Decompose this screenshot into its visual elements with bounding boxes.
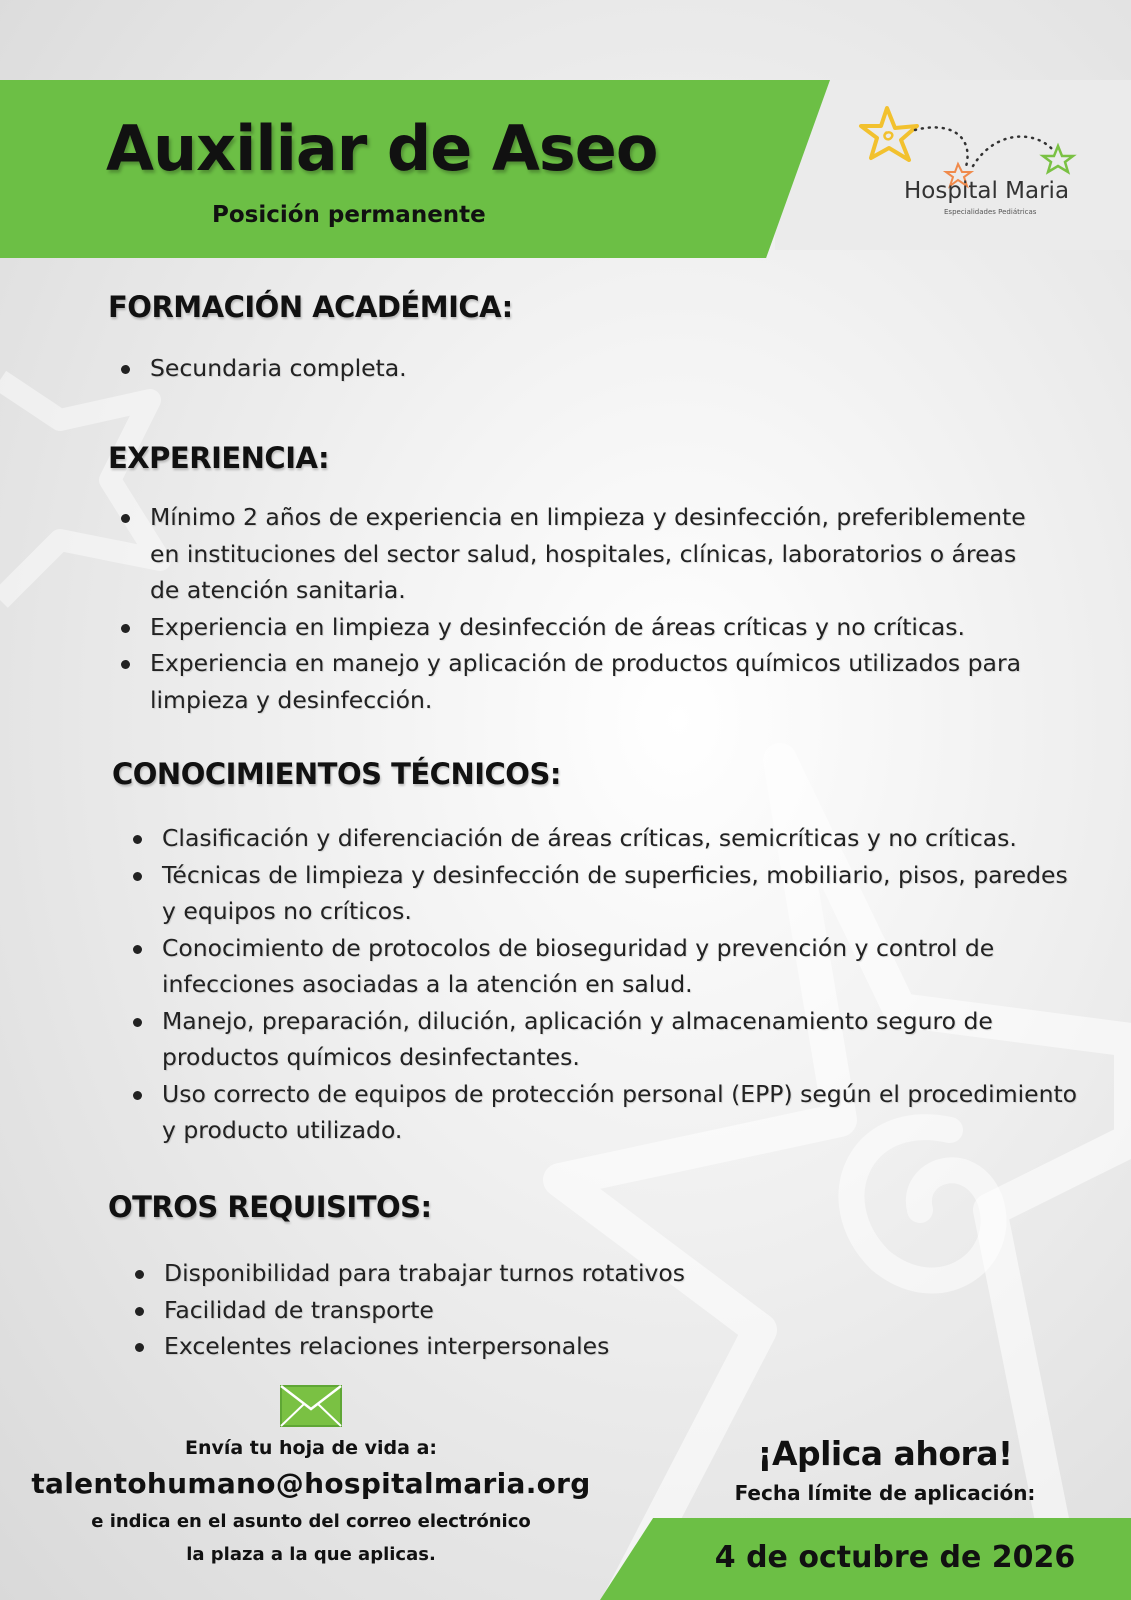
send-cv-label: Envía tu hoja de vida a: xyxy=(184,1437,438,1459)
section-title-experiencia: EXPERIENCIA: xyxy=(108,441,330,475)
apply-now-heading: ¡Aplica ahora! xyxy=(757,1434,1013,1473)
section-title-formacion: FORMACIÓN ACADÉMICA: xyxy=(108,290,513,324)
logo-name: Hospital Maria xyxy=(904,178,1070,204)
list-item: Experiencia en limpieza y desinfección de áreas críticas y no críticas. xyxy=(108,609,1033,646)
list-otros xyxy=(122,1255,922,1365)
list-item: Técnicas de limpieza y desinfección de superficies, mobiliario, pisos, paredes y equipos no críticos. xyxy=(120,857,1080,930)
list-formacion xyxy=(108,350,1068,387)
envelope-icon xyxy=(280,1385,342,1427)
page-subtitle: Posición permanente xyxy=(212,202,486,228)
list-item: Clasificación y diferenciación de áreas críticas, semicríticas y no críticas. xyxy=(120,820,1080,857)
list-item: Experiencia en manejo y aplicación de productos químicos utilizados para limpieza y desinfección. xyxy=(108,645,1033,718)
list-item: Uso correcto de equipos de protección personal (EPP) según el procedimiento y producto utilizado. xyxy=(120,1076,1080,1149)
list-item: Mínimo 2 años de experiencia en limpieza y desinfección, preferiblemente en instituciones del sector salud, hospitales, clínicas, laboratorios o áreas de atención sanitaria. xyxy=(108,499,1033,609)
logo-tagline: Especialidades Pediátricas xyxy=(944,208,1037,216)
list-conocimientos xyxy=(120,820,1080,1149)
deadline-date: 4 de octubre de 2026 xyxy=(714,1540,1076,1575)
list-item: Manejo, preparación, dilución, aplicación y almacenamiento seguro de productos químicos desinfectantes. xyxy=(120,1003,1080,1076)
page-title: Auxiliar de Aseo xyxy=(106,112,658,185)
list-item: Conocimiento de protocolos de bioseguridad y prevención y control de infecciones asociadas a la atención en salud. xyxy=(120,930,1080,1003)
section-title-otros: OTROS REQUISITOS: xyxy=(108,1190,432,1224)
list-item: Excelentes relaciones interpersonales xyxy=(122,1328,922,1365)
subject-instruction-line2: la plaza a la que aplicas. xyxy=(186,1544,436,1565)
list-item: Facilidad de transporte xyxy=(122,1292,922,1329)
section-title-conocimientos: CONOCIMIENTOS TÉCNICOS: xyxy=(112,757,561,791)
logo-star-yellow-icon xyxy=(861,108,917,160)
subject-instruction-line1: e indica en el asunto del correo electrónico xyxy=(91,1511,531,1532)
list-item: Secundaria completa. xyxy=(108,350,1068,387)
list-experiencia xyxy=(108,499,1033,718)
deadline-label: Fecha límite de aplicación: xyxy=(734,1481,1036,1505)
contact-email-link[interactable]: talentohumano@hospitalmaria.org xyxy=(31,1467,591,1500)
logo-star-green-icon xyxy=(1043,146,1073,172)
list-item: Disponibilidad para trabajar turnos rotativos xyxy=(122,1255,922,1292)
